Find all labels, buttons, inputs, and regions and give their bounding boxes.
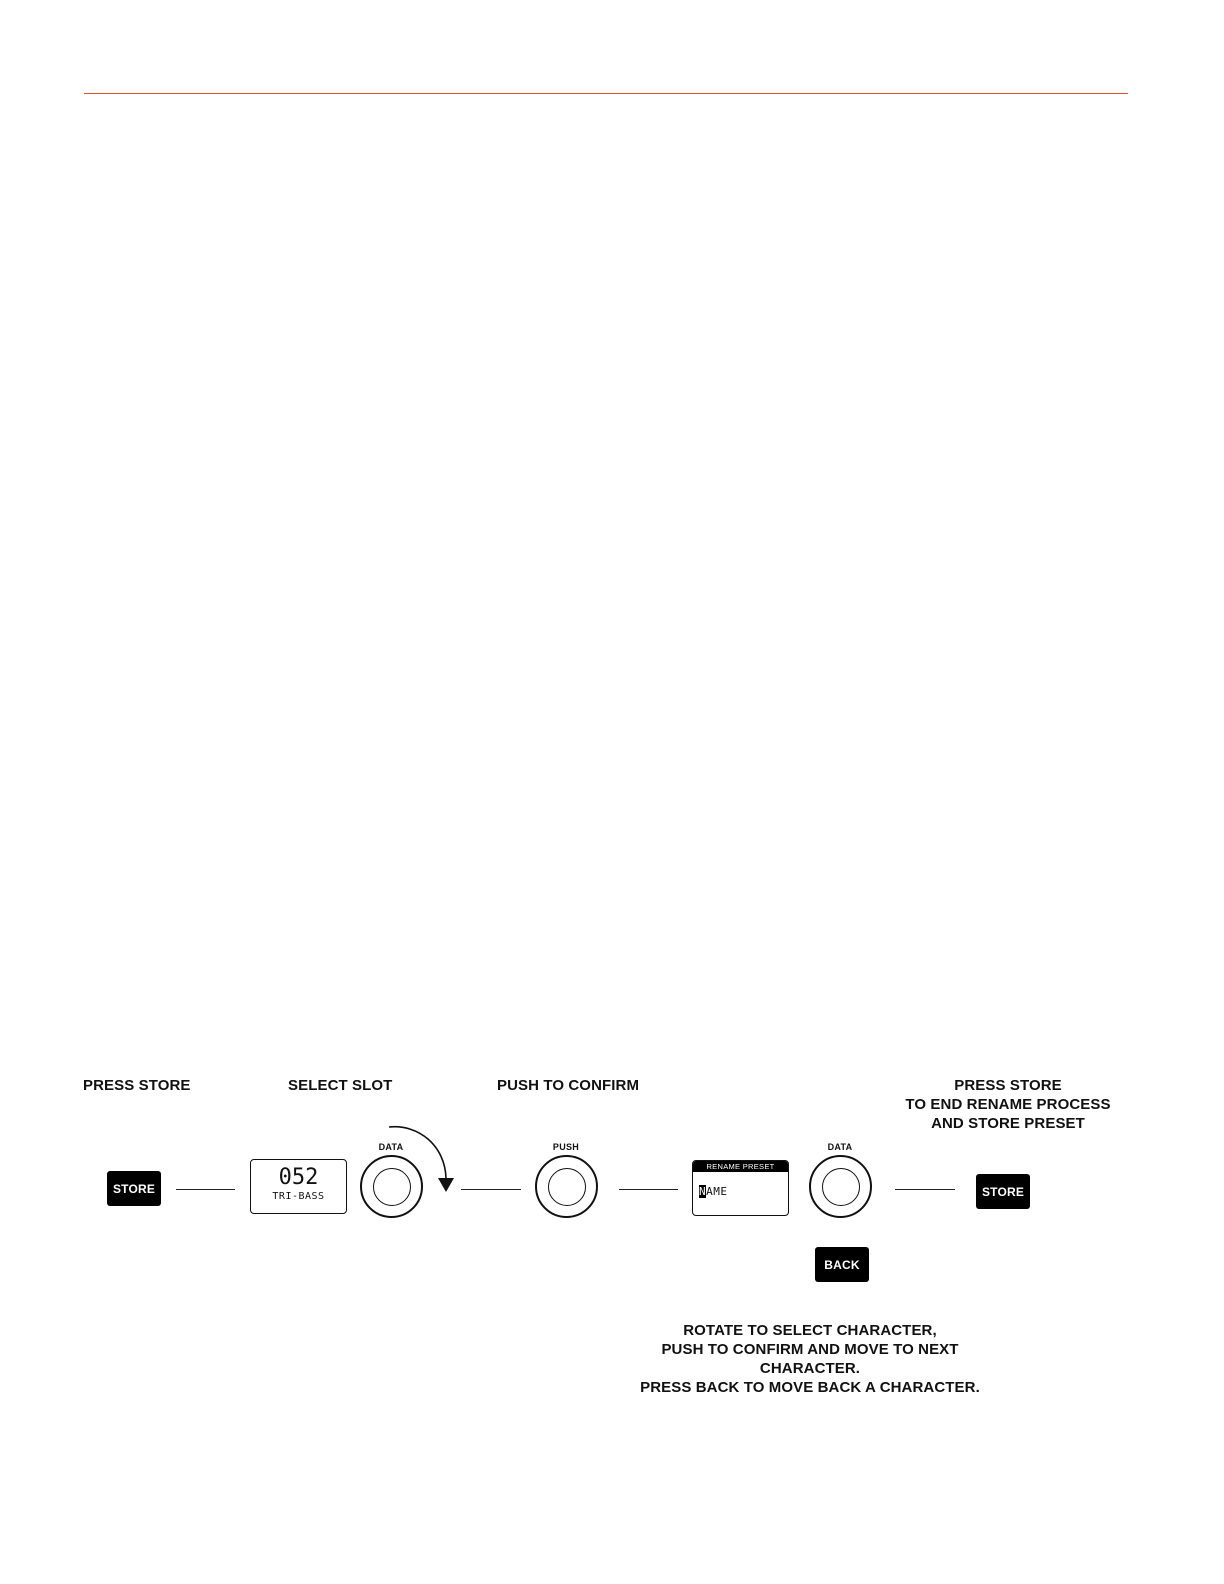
rotate-arrow-icon — [385, 1120, 460, 1200]
rename-text: AME — [706, 1185, 728, 1198]
rename-cursor: N — [699, 1185, 707, 1198]
end-rename-line-3: AND STORE PRESET — [931, 1115, 1085, 1132]
back-button[interactable]: BACK — [815, 1247, 869, 1282]
instruction-line-3: CHARACTER. — [759, 1360, 861, 1377]
push-knob[interactable] — [535, 1155, 598, 1218]
data-knob-label: DATA — [378, 1142, 404, 1152]
data-knob-right-center — [822, 1168, 860, 1206]
instruction-line-2: PUSH TO CONFIRM AND MOVE TO NEXT — [661, 1341, 959, 1358]
data-knob-right-label: DATA — [827, 1142, 853, 1152]
data-knob-right[interactable] — [809, 1155, 872, 1218]
instruction-line-4: PRESS BACK TO MOVE BACK A CHARACTER. — [640, 1379, 980, 1396]
rename-field — [699, 1185, 728, 1198]
instruction-line-1: ROTATE TO SELECT CHARACTER, — [683, 1322, 937, 1339]
store-button[interactable]: STORE — [107, 1171, 161, 1206]
end-rename-line-1: PRESS STORE — [954, 1077, 1062, 1094]
rename-display-header: RENAME PRESET — [693, 1161, 788, 1172]
connector-line — [461, 1189, 521, 1190]
step-label-push-confirm: PUSH TO CONFIRM — [497, 1077, 640, 1094]
rename-display — [692, 1160, 789, 1216]
step-label-press-store: PRESS STORE — [83, 1077, 191, 1094]
push-knob-center — [548, 1168, 586, 1206]
step-label-select-slot: SELECT SLOT — [288, 1077, 393, 1094]
connector-line — [895, 1189, 955, 1190]
slot-preset-name: TRI-BASS — [272, 1191, 325, 1202]
push-knob-label: PUSH — [552, 1142, 580, 1152]
store-button-final[interactable]: STORE — [976, 1174, 1030, 1209]
slot-number: 052 — [278, 1165, 319, 1190]
rename-instructions — [630, 1321, 990, 1397]
end-rename-line-2: TO END RENAME PROCESS — [905, 1096, 1111, 1113]
connector-line — [176, 1189, 235, 1190]
header-rule — [84, 93, 1128, 94]
connector-line — [619, 1189, 678, 1190]
slot-display — [250, 1159, 347, 1214]
step-label-end-rename — [890, 1076, 1126, 1133]
